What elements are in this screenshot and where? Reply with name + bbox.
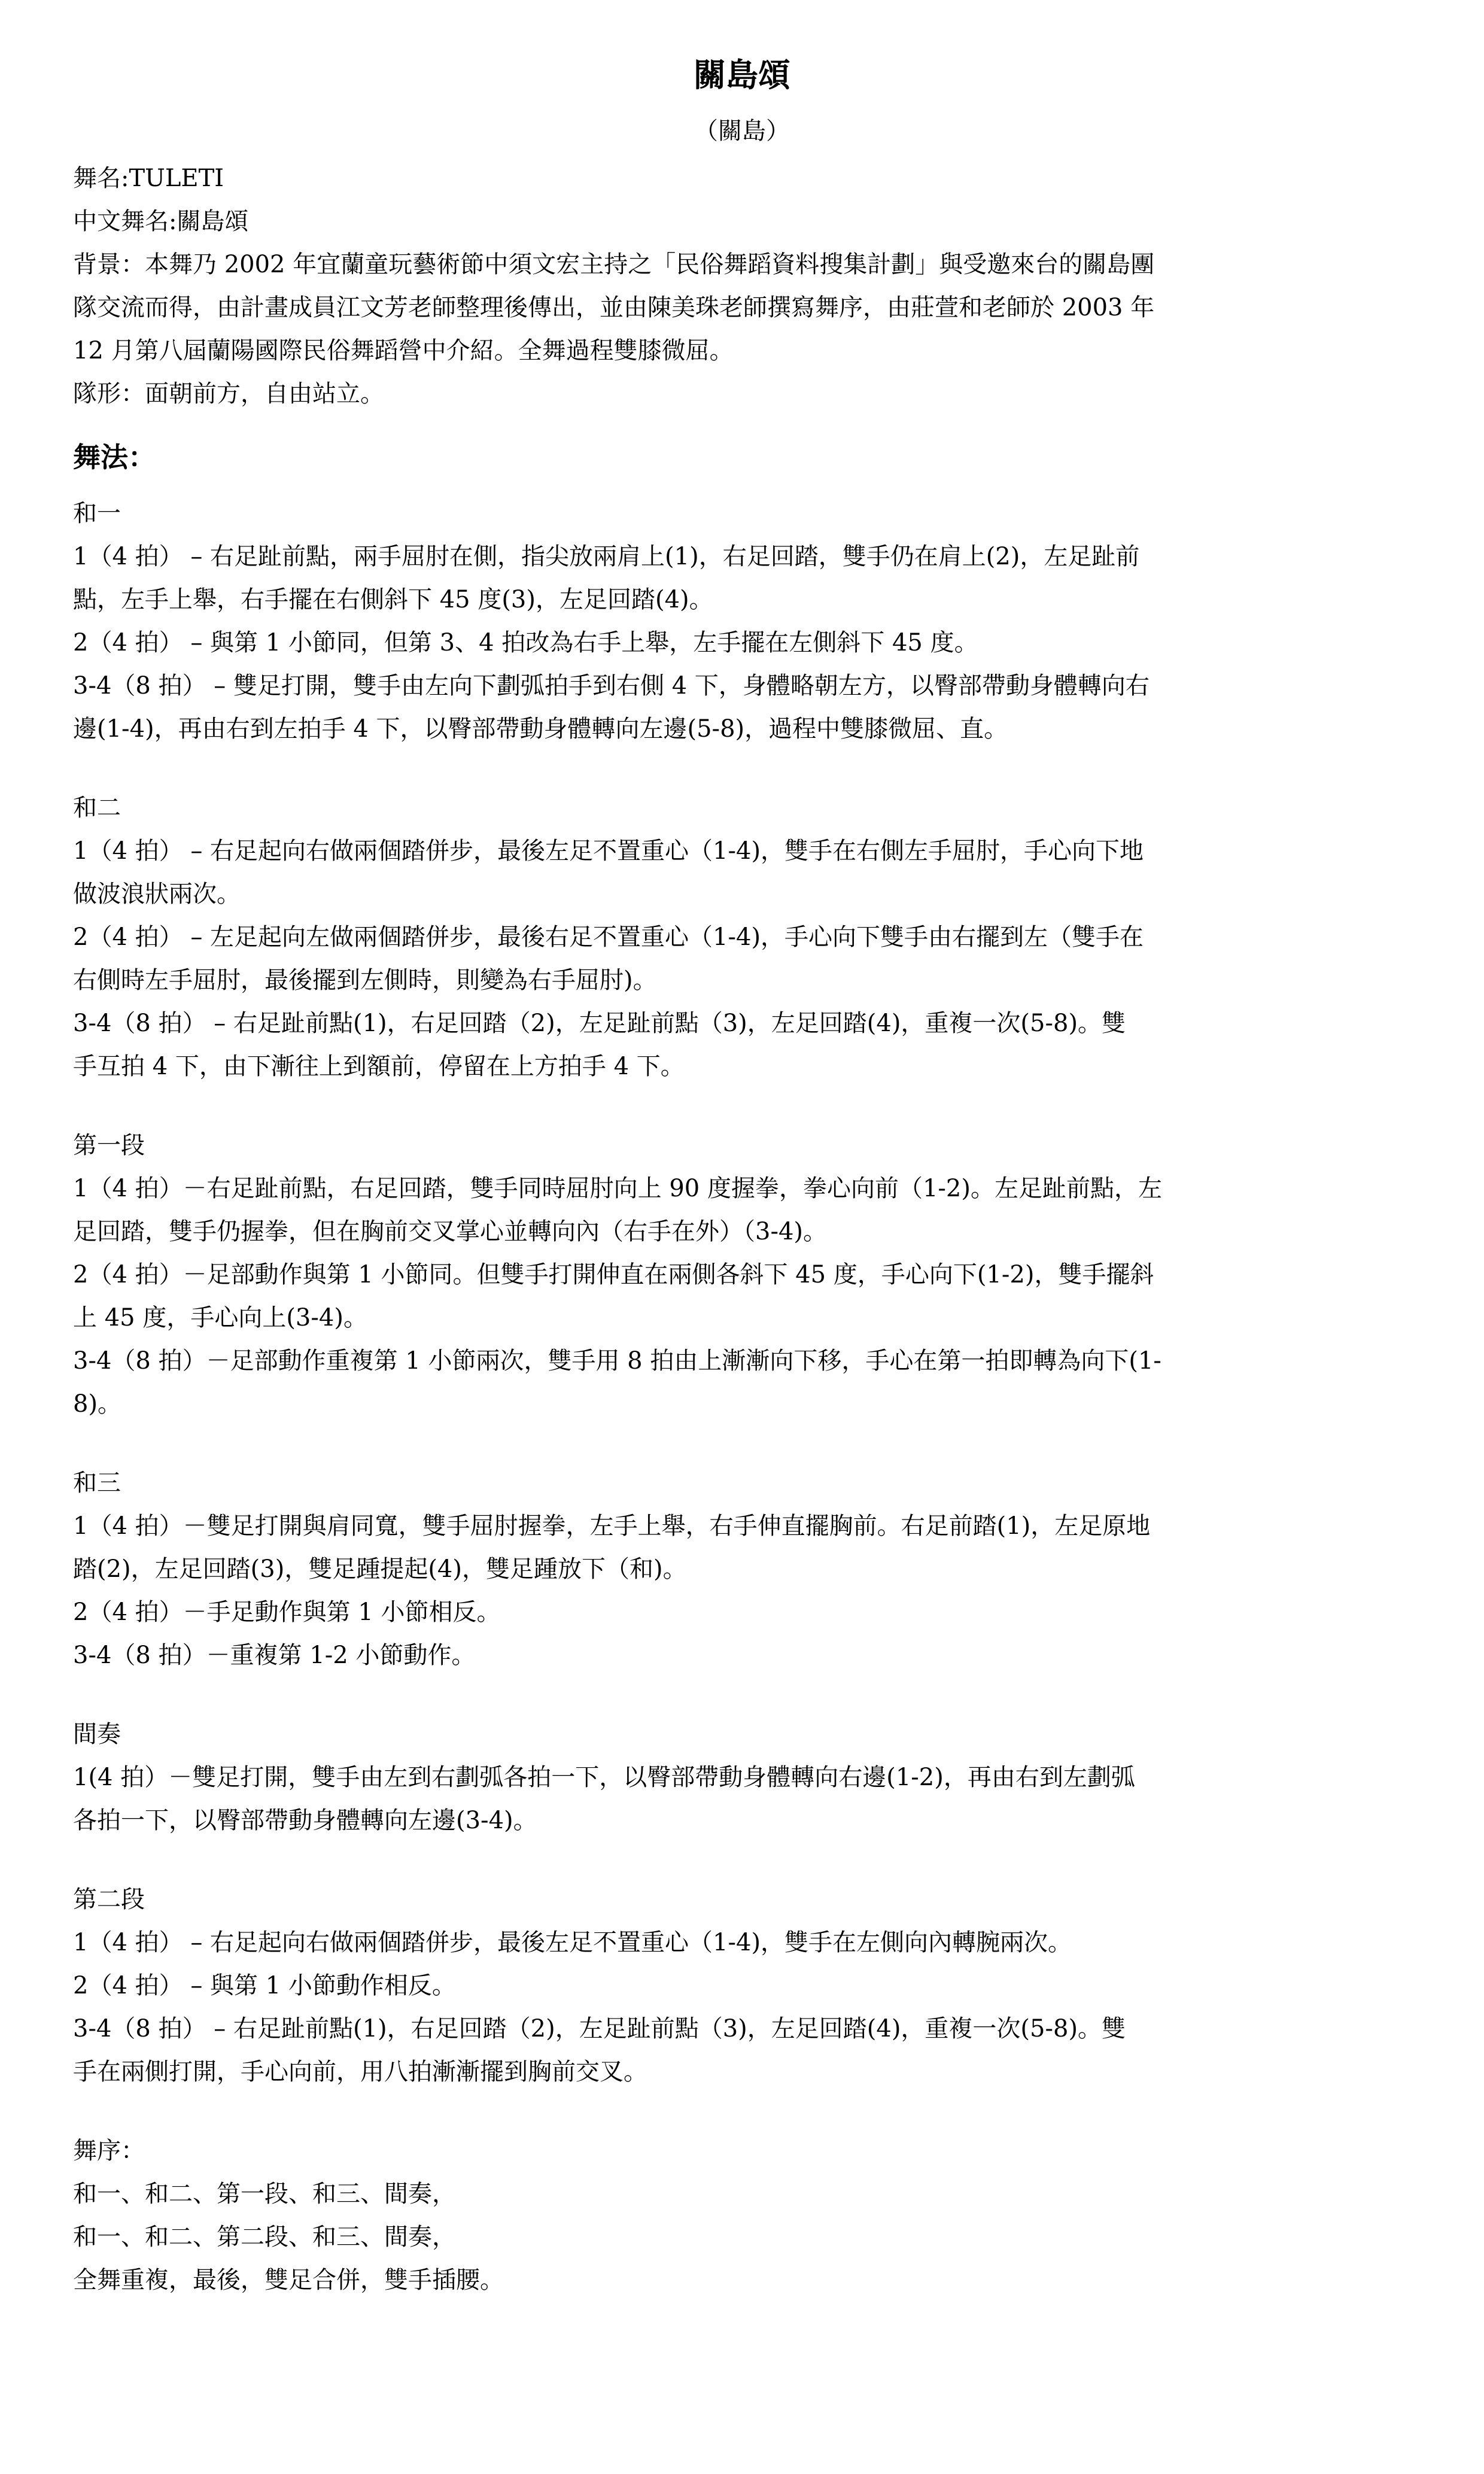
step-line: 各拍一下，以臀部帶動身體轉向左邊(3-4)。 xyxy=(73,1807,537,1834)
step-line: 邊(1-4)，再由右到左拍手 4 下，以臀部帶動身體轉向左邊(5-8)，過程中雙膝微屈、直。 xyxy=(73,715,1008,743)
section-title: 和一 xyxy=(73,500,121,527)
step-line: 右側時左手屈肘，最後擺到左側時，則變為右手屈肘)。 xyxy=(73,966,657,994)
step-line: 3-4（8 拍）－足部動作重複第 1 小節兩次，雙手用 8 拍由上漸漸向下移，手心在第一拍即轉為向下(1- xyxy=(73,1347,1161,1375)
step-line: 上 45 度，手心向上(3-4)。 xyxy=(73,1304,367,1332)
step-line: 1（4 拍） – 右足趾前點，兩手屈肘在側，指尖放兩肩上(1)，右足回踏，雙手仍在肩上(2)，左足趾前 xyxy=(73,543,1140,570)
step-line: 1（4 拍）－雙足打開與肩同寬，雙手屈肘握拳，左手上舉，右手伸直擺胸前。右足前踏(1)，左足原地 xyxy=(73,1512,1151,1540)
step-line: 1（4 拍） – 右足起向右做兩個踏併步，最後左足不置重心（1-4)，雙手在右側左手屈肘，手心向下地 xyxy=(73,837,1144,865)
step-line: 3-4（8 拍） – 右足趾前點(1)，右足回踏（2)，左足趾前點（3)，左足回踏(4)，重複一次(5-8)。雙 xyxy=(73,1010,1126,1037)
step-line: 點，左手上舉，右手擺在右側斜下 45 度(3)，左足回踏(4)。 xyxy=(73,586,713,613)
dance-name: 舞名:TULETI xyxy=(73,165,224,192)
step-line: 2（4 拍） – 與第 1 小節動作相反。 xyxy=(73,1972,456,1999)
section-title: 第二段 xyxy=(73,1886,145,1913)
section-title: 和三 xyxy=(73,1469,121,1497)
step-line: 手在兩側打開，手心向前，用八拍漸漸擺到胸前交叉。 xyxy=(73,2058,647,2086)
step-line: 2（4 拍） – 左足起向左做兩個踏併步，最後右足不置重心（1-4)，手心向下雙手由右擺到左（雙手在 xyxy=(73,923,1144,951)
dance-section xyxy=(73,1878,1411,2093)
dance-section xyxy=(73,1461,1411,1677)
step-line: 2（4 拍）－足部動作與第 1 小節同。但雙手打開伸直在兩側各斜下 45 度，手心向下(1-2)，雙手擺斜 xyxy=(73,1261,1154,1288)
dance-section xyxy=(73,786,1411,1088)
chinese-dance-name: 中文舞名:關島頌 xyxy=(73,208,249,235)
step-line: 2（4 拍）－手足動作與第 1 小節相反。 xyxy=(73,1598,501,1626)
dance-section xyxy=(73,1713,1411,1842)
step-line: 3-4（8 拍） – 雙足打開，雙手由左向下劃弧拍手到右側 4 下，身體略朝左方，以臀部帶動身體轉向右 xyxy=(73,672,1150,700)
step-line: 1（4 拍）－右足趾前點，右足回踏，雙手同時屈肘向上 90 度握拳，拳心向前（1-2)。左足趾前點，左 xyxy=(73,1175,1162,1202)
step-line: 全舞重複，最後，雙足合併，雙手插腰。 xyxy=(73,2266,504,2294)
background-line: 背景：本舞乃 2002 年宜蘭童玩藝術節中須文宏主持之「民俗舞蹈資料搜集計劃」與受邀來台的關島團 xyxy=(73,251,1155,278)
dance-sections xyxy=(73,492,1411,2302)
document-page xyxy=(73,47,1411,2302)
step-line: 手互拍 4 下，由下漸往上到額前，停留在上方拍手 4 下。 xyxy=(73,1053,685,1080)
step-line: 和一、和二、第一段、和三、間奏， xyxy=(73,2180,456,2208)
step-line: 足回踏，雙手仍握拳，但在胸前交叉掌心並轉向內（右手在外）（3-4)。 xyxy=(73,1218,828,1245)
step-line: 2（4 拍） – 與第 1 小節同，但第 3、4 拍改為右手上舉，左手擺在左側斜下 45 度。 xyxy=(73,629,978,657)
page-title: 關島頌 xyxy=(694,56,790,94)
background-line: 12 月第八屆蘭陽國際民俗舞蹈營中介紹。全舞過程雙膝微屈。 xyxy=(73,337,734,364)
background-line: 隊交流而得，由計畫成員江文芳老師整理後傳出，並由陳美珠老師撰寫舞序，由莊萱和老師於 2003 年 xyxy=(73,294,1155,321)
step-line: 踏(2)，左足回踏(3)，雙足踵提起(4)，雙足踵放下（和)。 xyxy=(73,1555,687,1583)
step-line: 3-4（8 拍） – 右足趾前點(1)，右足回踏（2)，左足趾前點（3)，左足回踏(4)，重複一次(5-8)。雙 xyxy=(73,2015,1126,2043)
steps-heading: 舞法： xyxy=(73,441,156,473)
step-line: 8)。 xyxy=(73,1390,122,1418)
step-line: 和一、和二、第二段、和三、間奏， xyxy=(73,2223,456,2251)
step-line: 做波浪狀兩次。 xyxy=(73,880,241,908)
step-line: 3-4（8 拍）－重複第 1-2 小節動作。 xyxy=(73,1642,476,1669)
dance-section xyxy=(73,1124,1411,1426)
section-title: 間奏 xyxy=(73,1721,121,1748)
section-title: 和二 xyxy=(73,794,121,822)
step-line: 1(4 拍）－雙足打開，雙手由左到右劃弧各拍一下，以臀部帶動身體轉向右邊(1-2)，再由右到左劃弧 xyxy=(73,1764,1135,1791)
page-subtitle: （關島） xyxy=(694,117,790,145)
step-line: 1（4 拍） – 右足起向右做兩個踏併步，最後左足不置重心（1-4)，雙手在左側向內轉腕兩次。 xyxy=(73,1929,1072,1956)
dance-section xyxy=(73,2129,1411,2302)
dance-info xyxy=(73,157,1411,415)
section-title: 第一段 xyxy=(73,1132,145,1159)
formation: 隊形：面朝前方，自由站立。 xyxy=(73,380,384,408)
dance-section xyxy=(73,492,1411,750)
section-title: 舞序： xyxy=(73,2137,145,2165)
